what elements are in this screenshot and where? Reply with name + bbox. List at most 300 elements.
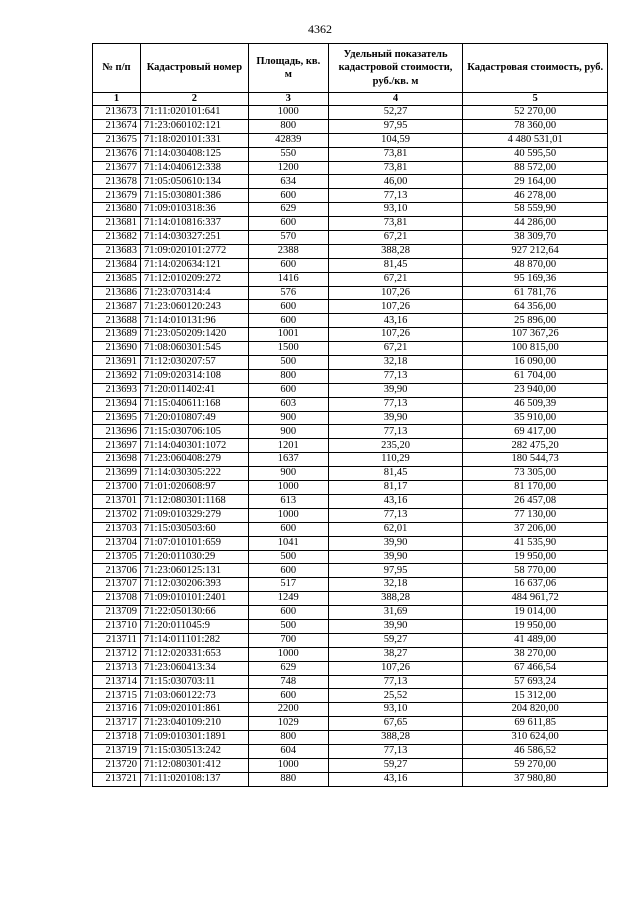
cadastral-value-cell: 310 624,00 (463, 731, 608, 745)
cadastral-number-cell: 71:20:011402:41 (140, 383, 248, 397)
table-row (93, 633, 608, 647)
cadastral-number-cell: 71:14:030408:125 (140, 147, 248, 161)
row-index-cell: 213685 (93, 272, 141, 286)
area-cell: 600 (248, 314, 328, 328)
table-row (93, 744, 608, 758)
area-cell: 603 (248, 397, 328, 411)
row-index-cell: 213674 (93, 119, 141, 133)
area-cell: 629 (248, 661, 328, 675)
unit-rate-cell: 31,69 (328, 606, 463, 620)
area-cell: 1637 (248, 453, 328, 467)
area-cell: 629 (248, 203, 328, 217)
cadastral-value-cell: 37 980,80 (463, 772, 608, 786)
table-row (93, 619, 608, 633)
unit-rate-cell: 77,13 (328, 425, 463, 439)
cadastral-value-cell: 41 535,90 (463, 536, 608, 550)
table-body (93, 106, 608, 787)
table-row (93, 397, 608, 411)
row-index-cell: 213717 (93, 717, 141, 731)
table-row (93, 564, 608, 578)
cadastral-value-cell: 46 509,39 (463, 397, 608, 411)
table-row (93, 425, 608, 439)
cadastral-number-cell: 71:14:020634:121 (140, 258, 248, 272)
area-cell: 1001 (248, 328, 328, 342)
cadastral-value-cell: 25 896,00 (463, 314, 608, 328)
row-index-cell: 213702 (93, 508, 141, 522)
area-cell: 1000 (248, 508, 328, 522)
table-row (93, 286, 608, 300)
row-index-cell: 213680 (93, 203, 141, 217)
area-cell: 600 (248, 522, 328, 536)
table-row (93, 606, 608, 620)
unit-rate-cell: 81,45 (328, 467, 463, 481)
table-row (93, 300, 608, 314)
cadastral-number-cell: 71:12:020331:653 (140, 647, 248, 661)
area-cell: 600 (248, 606, 328, 620)
unit-rate-cell: 43,16 (328, 314, 463, 328)
cadastral-number-cell: 71:23:060120:243 (140, 300, 248, 314)
area-cell: 880 (248, 772, 328, 786)
unit-rate-cell: 73,81 (328, 161, 463, 175)
area-cell: 500 (248, 619, 328, 633)
row-index-cell: 213700 (93, 481, 141, 495)
row-index-cell: 213673 (93, 106, 141, 120)
table-row (93, 383, 608, 397)
table-row (93, 217, 608, 231)
cadastral-value-cell: 38 270,00 (463, 647, 608, 661)
unit-rate-cell: 67,21 (328, 231, 463, 245)
cadastral-number-cell: 71:23:060413:34 (140, 661, 248, 675)
row-index-cell: 213675 (93, 133, 141, 147)
cadastral-number-cell: 71:14:010131:96 (140, 314, 248, 328)
row-index-cell: 213706 (93, 564, 141, 578)
row-index-cell: 213705 (93, 550, 141, 564)
cadastral-number-cell: 71:15:030801:386 (140, 189, 248, 203)
cadastral-value-cell: 59 270,00 (463, 758, 608, 772)
cadastral-value-cell: 46 586,52 (463, 744, 608, 758)
unit-rate-cell: 388,28 (328, 592, 463, 606)
area-cell: 1000 (248, 481, 328, 495)
row-index-cell: 213679 (93, 189, 141, 203)
area-cell: 42839 (248, 133, 328, 147)
row-index-cell: 213698 (93, 453, 141, 467)
column-number: 5 (463, 93, 608, 106)
cadastral-number-cell: 71:23:060408:279 (140, 453, 248, 467)
cadastral-number-cell: 71:20:010807:49 (140, 411, 248, 425)
table-row (93, 203, 608, 217)
cadastral-value-cell: 95 169,36 (463, 272, 608, 286)
area-cell: 900 (248, 467, 328, 481)
area-cell: 800 (248, 119, 328, 133)
cadastral-number-cell: 71:03:060122:73 (140, 689, 248, 703)
unit-rate-cell: 77,13 (328, 744, 463, 758)
column-number: 2 (140, 93, 248, 106)
unit-rate-cell: 32,18 (328, 356, 463, 370)
row-index-cell: 213720 (93, 758, 141, 772)
cadastral-value-cell: 29 164,00 (463, 175, 608, 189)
cadastral-value-cell: 64 356,00 (463, 300, 608, 314)
cadastral-number-cell: 71:12:010209:272 (140, 272, 248, 286)
unit-rate-cell: 62,01 (328, 522, 463, 536)
table-row (93, 508, 608, 522)
cadastral-number-cell: 71:09:020101:2772 (140, 244, 248, 258)
area-cell: 500 (248, 550, 328, 564)
area-cell: 570 (248, 231, 328, 245)
area-cell: 700 (248, 633, 328, 647)
row-index-cell: 213697 (93, 439, 141, 453)
cadastral-value-cell: 16 637,06 (463, 578, 608, 592)
area-cell: 1029 (248, 717, 328, 731)
row-index-cell: 213718 (93, 731, 141, 745)
cadastral-number-cell: 71:14:010816:337 (140, 217, 248, 231)
area-cell: 576 (248, 286, 328, 300)
column-number: 4 (328, 93, 463, 106)
unit-rate-cell: 73,81 (328, 147, 463, 161)
cadastral-value-cell: 78 360,00 (463, 119, 608, 133)
unit-rate-cell: 59,27 (328, 633, 463, 647)
cadastral-number-cell: 71:11:020108:137 (140, 772, 248, 786)
unit-rate-cell: 77,13 (328, 675, 463, 689)
cadastral-value-cell: 41 489,00 (463, 633, 608, 647)
unit-rate-cell: 107,26 (328, 661, 463, 675)
row-index-cell: 213716 (93, 703, 141, 717)
cadastral-number-cell: 71:09:010101:2401 (140, 592, 248, 606)
cadastral-number-cell: 71:15:030513:242 (140, 744, 248, 758)
cadastral-value-cell: 484 961,72 (463, 592, 608, 606)
unit-rate-cell: 39,90 (328, 550, 463, 564)
table-row (93, 578, 608, 592)
row-index-cell: 213713 (93, 661, 141, 675)
area-cell: 1000 (248, 647, 328, 661)
area-cell: 600 (248, 300, 328, 314)
unit-rate-cell: 81,17 (328, 481, 463, 495)
cadastral-number-cell: 71:23:060125:131 (140, 564, 248, 578)
table-row (93, 342, 608, 356)
table-row (93, 453, 608, 467)
table-row (93, 675, 608, 689)
table-row (93, 550, 608, 564)
cadastral-value-cell: 19 014,00 (463, 606, 608, 620)
column-number-row (93, 93, 608, 106)
area-cell: 2200 (248, 703, 328, 717)
unit-rate-cell: 235,20 (328, 439, 463, 453)
cadastral-number-cell: 71:12:080301:412 (140, 758, 248, 772)
cadastral-number-cell: 71:20:011045:9 (140, 619, 248, 633)
unit-rate-cell: 39,90 (328, 536, 463, 550)
cadastral-value-cell: 57 693,24 (463, 675, 608, 689)
cadastral-number-cell: 71:14:040612:338 (140, 161, 248, 175)
table-row (93, 231, 608, 245)
cadastral-number-cell: 71:05:050610:134 (140, 175, 248, 189)
cadastral-number-cell: 71:14:030327:251 (140, 231, 248, 245)
cadastral-value-cell: 282 475,20 (463, 439, 608, 453)
row-index-cell: 213683 (93, 244, 141, 258)
cadastral-number-cell: 71:15:030503:60 (140, 522, 248, 536)
area-cell: 1249 (248, 592, 328, 606)
cadastral-value-cell: 107 367,26 (463, 328, 608, 342)
unit-rate-cell: 25,52 (328, 689, 463, 703)
row-index-cell: 213677 (93, 161, 141, 175)
cadastral-number-cell: 71:14:011101:282 (140, 633, 248, 647)
cadastral-number-cell: 71:14:040301:1072 (140, 439, 248, 453)
area-cell: 1000 (248, 758, 328, 772)
cadastral-value-cell: 35 910,00 (463, 411, 608, 425)
row-index-cell: 213686 (93, 286, 141, 300)
cadastral-value-cell: 67 466,54 (463, 661, 608, 675)
unit-rate-cell: 97,95 (328, 564, 463, 578)
page-number: 4362 (308, 22, 332, 36)
area-cell: 613 (248, 494, 328, 508)
area-cell: 550 (248, 147, 328, 161)
cadastral-number-cell: 71:11:020101:641 (140, 106, 248, 120)
cadastral-value-cell: 73 305,00 (463, 467, 608, 481)
row-index-cell: 213695 (93, 411, 141, 425)
unit-rate-cell: 43,16 (328, 772, 463, 786)
row-index-cell: 213692 (93, 369, 141, 383)
cadastral-number-cell: 71:08:060301:545 (140, 342, 248, 356)
table-row (93, 189, 608, 203)
cadastral-number-cell: 71:12:080301:1168 (140, 494, 248, 508)
unit-rate-cell: 388,28 (328, 731, 463, 745)
cadastral-value-cell: 48 870,00 (463, 258, 608, 272)
table-row (93, 411, 608, 425)
area-cell: 634 (248, 175, 328, 189)
cadastral-value-cell: 19 950,00 (463, 550, 608, 564)
cadastral-number-cell: 71:09:010329:279 (140, 508, 248, 522)
cadastral-value-cell: 26 457,08 (463, 494, 608, 508)
cadastral-value-cell: 61 781,76 (463, 286, 608, 300)
unit-rate-cell: 77,13 (328, 369, 463, 383)
row-index-cell: 213715 (93, 689, 141, 703)
area-cell: 1200 (248, 161, 328, 175)
row-index-cell: 213710 (93, 619, 141, 633)
column-number: 3 (248, 93, 328, 106)
table-row (93, 272, 608, 286)
table-row (93, 592, 608, 606)
cadastral-value-cell: 15 312,00 (463, 689, 608, 703)
cadastral-value-cell: 16 090,00 (463, 356, 608, 370)
cadastral-value-cell: 88 572,00 (463, 161, 608, 175)
area-cell: 800 (248, 369, 328, 383)
table-row (93, 772, 608, 786)
cadastral-number-cell: 71:15:030706:105 (140, 425, 248, 439)
header-index: № п/п (93, 44, 141, 93)
cadastral-value-cell: 100 815,00 (463, 342, 608, 356)
unit-rate-cell: 73,81 (328, 217, 463, 231)
header-unit-rate: Удельный показатель кадастровой стоимости, руб./кв. м (328, 44, 463, 93)
row-index-cell: 213676 (93, 147, 141, 161)
table-row (93, 356, 608, 370)
cadastral-value-cell: 77 130,00 (463, 508, 608, 522)
row-index-cell: 213704 (93, 536, 141, 550)
cadastral-number-cell: 71:12:030207:57 (140, 356, 248, 370)
row-index-cell: 213682 (93, 231, 141, 245)
area-cell: 1201 (248, 439, 328, 453)
table-row (93, 314, 608, 328)
cadastral-number-cell: 71:23:070314:4 (140, 286, 248, 300)
cadastral-number-cell: 71:12:030206:393 (140, 578, 248, 592)
area-cell: 900 (248, 411, 328, 425)
header-area: Площадь, кв. м (248, 44, 328, 93)
table-row (93, 661, 608, 675)
table-row (93, 258, 608, 272)
table-row (93, 522, 608, 536)
area-cell: 600 (248, 189, 328, 203)
area-cell: 900 (248, 425, 328, 439)
cadastral-value-cell: 61 704,00 (463, 369, 608, 383)
row-index-cell: 213712 (93, 647, 141, 661)
unit-rate-cell: 39,90 (328, 383, 463, 397)
cadastral-value-cell: 40 595,50 (463, 147, 608, 161)
row-index-cell: 213681 (93, 217, 141, 231)
cadastral-value-cell: 38 309,70 (463, 231, 608, 245)
row-index-cell: 213699 (93, 467, 141, 481)
unit-rate-cell: 107,26 (328, 328, 463, 342)
cadastral-value-cell: 23 940,00 (463, 383, 608, 397)
cadastral-value-cell: 69 611,85 (463, 717, 608, 731)
cadastral-value-cell: 927 212,64 (463, 244, 608, 258)
row-index-cell: 213678 (93, 175, 141, 189)
table-row (93, 328, 608, 342)
header-cadastral-value: Кадастровая стоимость, руб. (463, 44, 608, 93)
table-row (93, 717, 608, 731)
unit-rate-cell: 38,27 (328, 647, 463, 661)
row-index-cell: 213707 (93, 578, 141, 592)
table-row (93, 703, 608, 717)
unit-rate-cell: 81,45 (328, 258, 463, 272)
row-index-cell: 213708 (93, 592, 141, 606)
cadastral-number-cell: 71:09:010301:1891 (140, 731, 248, 745)
cadastral-value-cell: 4 480 531,01 (463, 133, 608, 147)
cadastral-number-cell: 71:07:010101:659 (140, 536, 248, 550)
cadastral-number-cell: 71:01:020608:97 (140, 481, 248, 495)
table-row (93, 731, 608, 745)
unit-rate-cell: 93,10 (328, 203, 463, 217)
area-cell: 600 (248, 564, 328, 578)
row-index-cell: 213691 (93, 356, 141, 370)
row-index-cell: 213693 (93, 383, 141, 397)
cadastral-value-cell: 19 950,00 (463, 619, 608, 633)
unit-rate-cell: 77,13 (328, 397, 463, 411)
area-cell: 600 (248, 258, 328, 272)
row-index-cell: 213719 (93, 744, 141, 758)
cadastral-number-cell: 71:09:020314:108 (140, 369, 248, 383)
row-index-cell: 213711 (93, 633, 141, 647)
unit-rate-cell: 67,65 (328, 717, 463, 731)
unit-rate-cell: 52,27 (328, 106, 463, 120)
cadastral-value-cell: 58 559,90 (463, 203, 608, 217)
cadastral-value-cell: 204 820,00 (463, 703, 608, 717)
table-row (93, 133, 608, 147)
row-index-cell: 213684 (93, 258, 141, 272)
unit-rate-cell: 39,90 (328, 619, 463, 633)
area-cell: 600 (248, 689, 328, 703)
cadastral-number-cell: 71:09:020101:861 (140, 703, 248, 717)
cadastral-value-cell: 37 206,00 (463, 522, 608, 536)
table-row (93, 119, 608, 133)
unit-rate-cell: 388,28 (328, 244, 463, 258)
unit-rate-cell: 77,13 (328, 508, 463, 522)
unit-rate-cell: 104,59 (328, 133, 463, 147)
area-cell: 600 (248, 217, 328, 231)
cadastral-number-cell: 71:18:020101:331 (140, 133, 248, 147)
cadastral-value-cell: 46 278,00 (463, 189, 608, 203)
cadastral-number-cell: 71:23:040109:210 (140, 717, 248, 731)
table-row (93, 147, 608, 161)
row-index-cell: 213689 (93, 328, 141, 342)
cadastral-value-cell: 69 417,00 (463, 425, 608, 439)
table-row (93, 647, 608, 661)
table-row (93, 467, 608, 481)
header-cadastral-number: Кадастровый номер (140, 44, 248, 93)
row-index-cell: 213721 (93, 772, 141, 786)
row-index-cell: 213688 (93, 314, 141, 328)
area-cell: 600 (248, 383, 328, 397)
cadastral-number-cell: 71:20:011030:29 (140, 550, 248, 564)
unit-rate-cell: 67,21 (328, 342, 463, 356)
area-cell: 500 (248, 356, 328, 370)
cadastral-value-cell: 180 544,73 (463, 453, 608, 467)
table-row (93, 161, 608, 175)
row-index-cell: 213690 (93, 342, 141, 356)
area-cell: 1041 (248, 536, 328, 550)
table-row (93, 106, 608, 120)
row-index-cell: 213696 (93, 425, 141, 439)
unit-rate-cell: 32,18 (328, 578, 463, 592)
unit-rate-cell: 46,00 (328, 175, 463, 189)
area-cell: 1416 (248, 272, 328, 286)
table-row (93, 175, 608, 189)
area-cell: 2388 (248, 244, 328, 258)
area-cell: 800 (248, 731, 328, 745)
cadastral-number-cell: 71:22:050130:66 (140, 606, 248, 620)
cadastral-table (92, 43, 608, 787)
unit-rate-cell: 77,13 (328, 189, 463, 203)
unit-rate-cell: 107,26 (328, 286, 463, 300)
row-index-cell: 213701 (93, 494, 141, 508)
table-row (93, 369, 608, 383)
cadastral-number-cell: 71:09:010318:36 (140, 203, 248, 217)
column-number: 1 (93, 93, 141, 106)
unit-rate-cell: 67,21 (328, 272, 463, 286)
cadastral-number-cell: 71:15:040611:168 (140, 397, 248, 411)
table-row (93, 244, 608, 258)
table-row (93, 481, 608, 495)
unit-rate-cell: 59,27 (328, 758, 463, 772)
row-index-cell: 213703 (93, 522, 141, 536)
cadastral-value-cell: 44 286,00 (463, 217, 608, 231)
table-row (93, 439, 608, 453)
cadastral-number-cell: 71:15:030703:11 (140, 675, 248, 689)
cadastral-value-cell: 52 270,00 (463, 106, 608, 120)
area-cell: 748 (248, 675, 328, 689)
area-cell: 1000 (248, 106, 328, 120)
row-index-cell: 213714 (93, 675, 141, 689)
area-cell: 517 (248, 578, 328, 592)
unit-rate-cell: 107,26 (328, 300, 463, 314)
cadastral-value-cell: 81 170,00 (463, 481, 608, 495)
row-index-cell: 213694 (93, 397, 141, 411)
unit-rate-cell: 93,10 (328, 703, 463, 717)
cadastral-number-cell: 71:23:060102:121 (140, 119, 248, 133)
area-cell: 604 (248, 744, 328, 758)
header-row (93, 44, 608, 93)
unit-rate-cell: 110,29 (328, 453, 463, 467)
cadastral-number-cell: 71:14:030305:222 (140, 467, 248, 481)
unit-rate-cell: 43,16 (328, 494, 463, 508)
unit-rate-cell: 39,90 (328, 411, 463, 425)
area-cell: 1500 (248, 342, 328, 356)
